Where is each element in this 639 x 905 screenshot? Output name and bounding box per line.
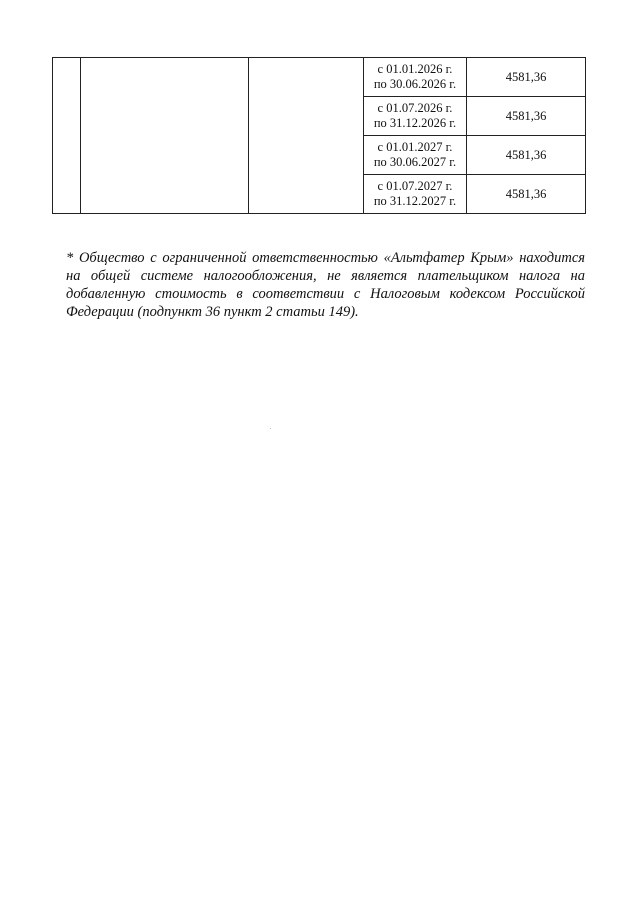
scan-speck (270, 428, 271, 429)
tariff-table (52, 57, 586, 214)
period-cell (364, 97, 467, 136)
period-cell (364, 175, 467, 214)
period-to: по 30.06.2027 г. (373, 155, 457, 169)
period-to: по 31.12.2026 г. (373, 116, 457, 130)
row-number-cell (53, 58, 81, 214)
organization-cell (81, 58, 249, 214)
period-from: с 01.01.2027 г. (377, 140, 453, 154)
tariff-value-cell: 4581,36 (467, 58, 586, 97)
table-row (53, 58, 586, 97)
period-from: с 01.07.2027 г. (377, 179, 453, 193)
period-cell (364, 58, 467, 97)
tariff-value-cell: 4581,36 (467, 97, 586, 136)
category-cell (249, 58, 364, 214)
tariff-value-cell: 4581,36 (467, 175, 586, 214)
period-to: по 31.12.2027 г. (373, 194, 457, 208)
period-from: с 01.01.2026 г. (377, 62, 453, 76)
period-cell (364, 136, 467, 175)
tariff-value-cell: 4581,36 (467, 136, 586, 175)
period-from: с 01.07.2026 г. (377, 101, 453, 115)
footnote: * Общество с ограниченной ответственностью «Альтфатер Крым» находится на общей системе налогообложения, не является плательщиком налога на добавленную стоимость в соответствии с Налоговым кодексом Российской Федерации (подпункт 36 пункт 2 статьи 149). (66, 249, 585, 320)
period-to: по 30.06.2026 г. (373, 77, 457, 91)
